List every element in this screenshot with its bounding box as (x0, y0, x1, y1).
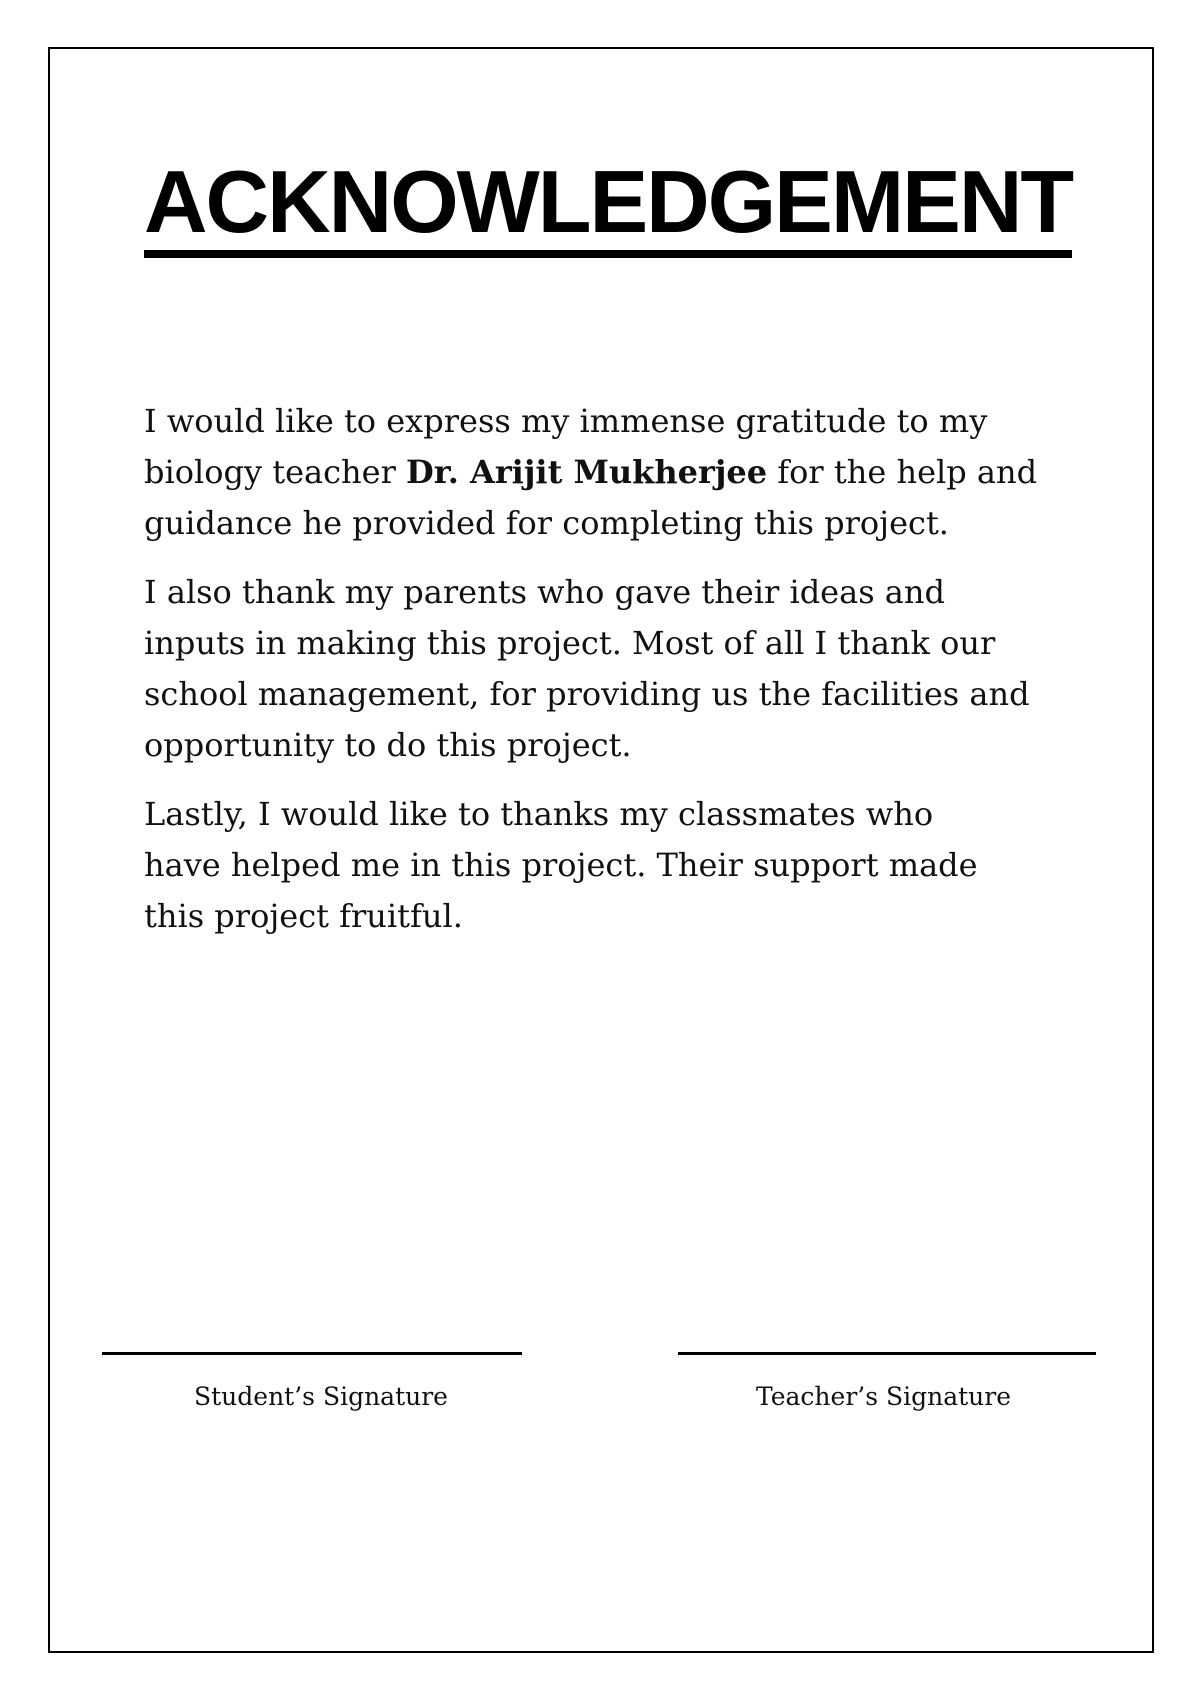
student-signature-label: Student’s Signature (194, 1382, 448, 1411)
paragraph-line: guidance he provided for completing this project. (144, 504, 949, 542)
paragraph-text: for the help and (767, 453, 1038, 491)
paragraph-line (144, 447, 1084, 498)
teacher-signature-label: Teacher’s Signature (756, 1382, 1012, 1411)
paragraph-line: I would like to express my immense gratitude to my (144, 402, 988, 440)
teacher-name: Dr. Arijit Mukherjee (406, 453, 768, 491)
page-title: ACKNOWLEDGEMENT (144, 158, 1072, 258)
paragraph-line: opportunity to do this project. (144, 726, 632, 764)
paragraph-line: I also thank my parents who gave their ideas and (144, 573, 945, 611)
teacher-signature-line (678, 1352, 1096, 1355)
paragraph-line: Lastly, I would like to thanks my classmates who (144, 795, 934, 833)
paragraph-gratitude (144, 396, 1084, 549)
paragraph-line: this project fruitful. (144, 897, 463, 935)
paragraph-line: inputs in making this project. Most of all I thank our (144, 624, 996, 662)
paragraph-text: biology teacher (144, 453, 407, 491)
paragraph-classmates (144, 789, 1084, 942)
student-signature-line (102, 1352, 522, 1355)
paragraph-parents (144, 567, 1084, 771)
paragraph-line: school management, for providing us the facilities and (144, 675, 1030, 713)
acknowledgement-body (144, 396, 1084, 960)
paragraph-line: have helped me in this project. Their support made (144, 846, 978, 884)
